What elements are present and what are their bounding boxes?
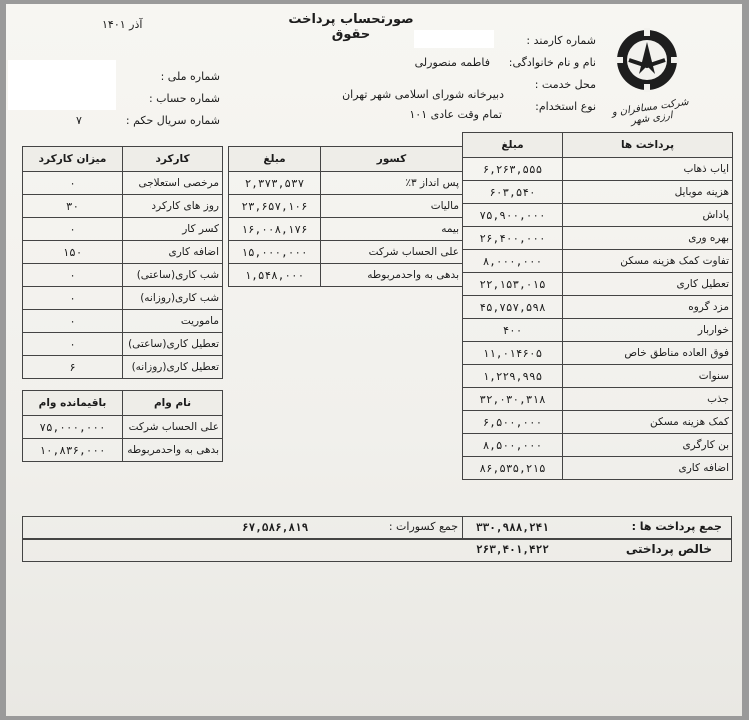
employee-id-label: شماره کارمند : bbox=[526, 34, 596, 47]
totals-divider bbox=[462, 516, 463, 538]
deduction-amount: ۱۶,۰۰۸,۱۷۶ bbox=[229, 218, 321, 241]
payslip-page bbox=[6, 4, 742, 716]
table-row bbox=[23, 172, 223, 195]
work-amount: ۰ bbox=[23, 264, 123, 287]
table-row bbox=[463, 250, 733, 273]
loans-name-header: نام وام bbox=[123, 391, 223, 416]
name-label: نام و نام خانوادگی: bbox=[508, 56, 596, 69]
deduction-name: بدهی به واحدمربوطه bbox=[321, 264, 463, 287]
payment-amount: ۳۲,۰۳۰,۳۱۸ bbox=[463, 388, 563, 411]
table-row bbox=[463, 273, 733, 296]
work-name: کسر کار bbox=[123, 218, 223, 241]
table-row bbox=[23, 264, 223, 287]
table-row bbox=[463, 365, 733, 388]
payments-name-header: پرداخت ها bbox=[563, 133, 733, 158]
table-row bbox=[463, 204, 733, 227]
payment-amount: ۲۲,۱۵۳,۰۱۵ bbox=[463, 273, 563, 296]
work-amount: ۳۰ bbox=[23, 195, 123, 218]
payment-name: تعطیل کاری bbox=[563, 273, 733, 296]
loan-name: بدهی به واحدمربوطه bbox=[123, 439, 223, 462]
table-row bbox=[23, 356, 223, 379]
national-id-label: شماره ملی : bbox=[160, 70, 220, 83]
table-row bbox=[23, 241, 223, 264]
table-row bbox=[23, 439, 223, 462]
deductions-name-header: کسور bbox=[321, 147, 463, 172]
work-amount: ۰ bbox=[23, 310, 123, 333]
deductions-amount-header: مبلغ bbox=[229, 147, 321, 172]
loan-name: علی الحساب شرکت bbox=[123, 416, 223, 439]
loan-amount: ۱۰,۸۳۶,۰۰۰ bbox=[23, 439, 123, 462]
payment-amount: ۸۶,۵۳۵,۲۱۵ bbox=[463, 457, 563, 480]
work-amount: ۰ bbox=[23, 333, 123, 356]
work-name: تعطیل کاری(روزانه) bbox=[123, 356, 223, 379]
payment-amount: ۸,۰۰۰,۰۰۰ bbox=[463, 250, 563, 273]
payment-name: مزد گروه bbox=[563, 296, 733, 319]
table-row bbox=[229, 264, 463, 287]
net-pay-value: ۲۶۳,۴۰۱,۴۲۲ bbox=[476, 543, 549, 556]
decree-value: ۷ bbox=[76, 114, 82, 127]
payment-name: ایاب ذهاب bbox=[563, 158, 733, 181]
decree-label: شماره سریال حکم : bbox=[125, 114, 220, 127]
payment-name: خواربار bbox=[563, 319, 733, 342]
payment-amount: ۱۱,۰۱۴۶۰۵ bbox=[463, 342, 563, 365]
total-deductions-value: ۶۷,۵۸۶,۸۱۹ bbox=[242, 521, 309, 534]
work-amount: ۰ bbox=[23, 218, 123, 241]
table-row bbox=[229, 195, 463, 218]
work-amount: ۰ bbox=[23, 287, 123, 310]
work-amount: ۱۵۰ bbox=[23, 241, 123, 264]
payment-amount: ۸,۵۰۰,۰۰۰ bbox=[463, 434, 563, 457]
payment-name: تفاوت کمک هزینه مسکن bbox=[563, 250, 733, 273]
payment-name: اضافه کاری bbox=[563, 457, 733, 480]
deduction-amount: ۱,۵۴۸,۰۰۰ bbox=[229, 264, 321, 287]
name-value: فاطمه منصورلی bbox=[414, 56, 490, 69]
work-table bbox=[22, 146, 223, 379]
payment-amount: ۶,۲۶۳,۵۵۵ bbox=[463, 158, 563, 181]
table-row bbox=[23, 218, 223, 241]
table-row bbox=[463, 319, 733, 342]
payment-name: بهره وری bbox=[563, 227, 733, 250]
deduction-amount: ۱۵,۰۰۰,۰۰۰ bbox=[229, 241, 321, 264]
payment-name: هزینه موبایل bbox=[563, 181, 733, 204]
employment-label: نوع استخدام: bbox=[535, 100, 596, 113]
payment-name: پاداش bbox=[563, 204, 733, 227]
payment-name: فوق العاده مناطق خاص bbox=[563, 342, 733, 365]
deduction-name: پس انداز ۳٪ bbox=[321, 172, 463, 195]
loans-table bbox=[22, 390, 223, 462]
work-name: تعطیل کاری(ساعتی) bbox=[123, 333, 223, 356]
table-row bbox=[23, 333, 223, 356]
table-row bbox=[463, 411, 733, 434]
deduction-name: بیمه bbox=[321, 218, 463, 241]
table-row bbox=[463, 434, 733, 457]
redacted-national-account bbox=[8, 60, 116, 110]
payment-name: کمک هزینه مسکن bbox=[563, 411, 733, 434]
work-name: مرخصی استعلاجی bbox=[123, 172, 223, 195]
total-payments-label: جمع پرداخت ها : bbox=[631, 520, 722, 533]
payment-amount: ۴۵,۷۵۷,۵۹۸ bbox=[463, 296, 563, 319]
table-row bbox=[23, 416, 223, 439]
loan-amount: ۷۵,۰۰۰,۰۰۰ bbox=[23, 416, 123, 439]
table-row bbox=[229, 241, 463, 264]
net-pay-label: خالص پرداختی bbox=[625, 542, 712, 556]
table-row bbox=[23, 195, 223, 218]
work-amount: ۰ bbox=[23, 172, 123, 195]
table-row bbox=[463, 342, 733, 365]
work-name: ماموریت bbox=[123, 310, 223, 333]
table-row bbox=[23, 287, 223, 310]
payment-amount: ۶,۵۰۰,۰۰۰ bbox=[463, 411, 563, 434]
loans-amount-header: باقیمانده وام bbox=[23, 391, 123, 416]
redacted-employee-id bbox=[414, 30, 494, 48]
date-label: آذر ۱۴۰۱ bbox=[102, 18, 143, 31]
work-name: اضافه کاری bbox=[123, 241, 223, 264]
deduction-amount: ۲۳,۶۵۷,۱۰۶ bbox=[229, 195, 321, 218]
payment-name: سنوات bbox=[563, 365, 733, 388]
payment-name: جذب bbox=[563, 388, 733, 411]
table-row bbox=[463, 158, 733, 181]
work-name: روز های کارکرد bbox=[123, 195, 223, 218]
company-logo bbox=[611, 26, 683, 98]
work-name-header: کارکرد bbox=[123, 147, 223, 172]
deduction-amount: ۲,۳۷۳,۵۳۷ bbox=[229, 172, 321, 195]
work-name: شب کاری(ساعتی) bbox=[123, 264, 223, 287]
deduction-name: علی الحساب شرکت bbox=[321, 241, 463, 264]
table-row bbox=[229, 172, 463, 195]
service-value: دبیرخانه شورای اسلامی شهر تهران bbox=[342, 88, 504, 101]
work-amount-header: میزان کارکرد bbox=[23, 147, 123, 172]
payment-amount: ۱,۲۲۹,۹۹۵ bbox=[463, 365, 563, 388]
table-row bbox=[229, 218, 463, 241]
table-row bbox=[23, 310, 223, 333]
table-row bbox=[463, 296, 733, 319]
payment-amount: ۴۰۰ bbox=[463, 319, 563, 342]
payment-amount: ۶۰۳,۵۴۰ bbox=[463, 181, 563, 204]
total-deductions-label: جمع کسورات : bbox=[388, 520, 458, 533]
page-title: صورتحساب پرداخت حقوق bbox=[288, 12, 414, 42]
service-label: محل خدمت : bbox=[534, 78, 596, 91]
logo-caption: شرکت مسافران و ارزی شهر bbox=[611, 96, 690, 127]
payment-amount: ۷۵,۹۰۰,۰۰۰ bbox=[463, 204, 563, 227]
deduction-name: مالیات bbox=[321, 195, 463, 218]
payments-table bbox=[462, 132, 733, 480]
table-row bbox=[463, 181, 733, 204]
work-amount: ۶ bbox=[23, 356, 123, 379]
work-name: شب کاری(روزانه) bbox=[123, 287, 223, 310]
account-label: شماره حساب : bbox=[148, 92, 220, 105]
table-row bbox=[463, 227, 733, 250]
employment-value: تمام وقت عادی ۱۰۱ bbox=[409, 108, 502, 121]
total-payments-value: ۳۳۰,۹۸۸,۲۴۱ bbox=[476, 521, 549, 534]
table-row bbox=[463, 457, 733, 480]
payment-amount: ۲۶,۴۰۰,۰۰۰ bbox=[463, 227, 563, 250]
payments-amount-header: مبلغ bbox=[463, 133, 563, 158]
table-row bbox=[463, 388, 733, 411]
deductions-table bbox=[228, 146, 463, 287]
payment-name: بن کارگری bbox=[563, 434, 733, 457]
